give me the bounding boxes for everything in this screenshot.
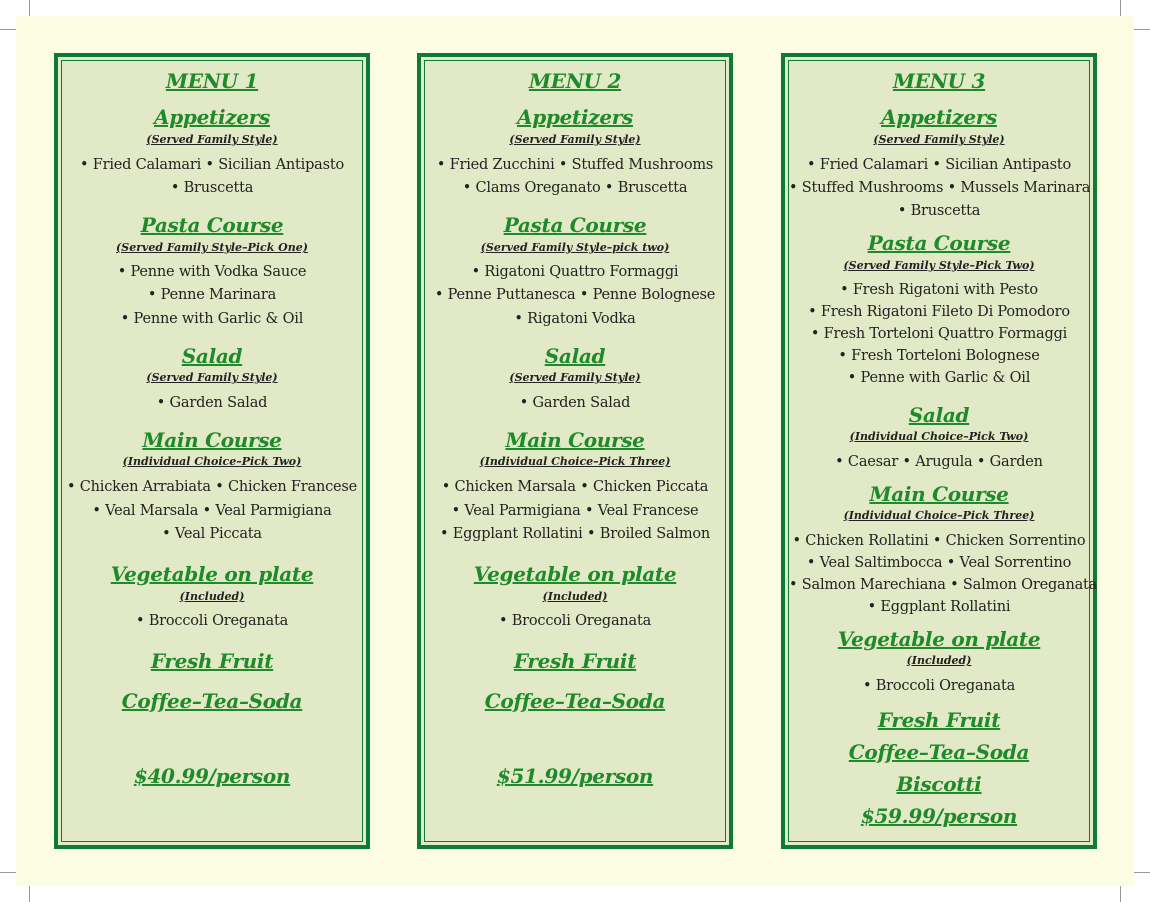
appetizers-note: (Served Family Style) [146, 133, 278, 146]
menu-item: • Broccoli Oreganata [135, 613, 289, 629]
menu-item: • Chicken Rollatini • Chicken Sorrentino [792, 533, 1086, 549]
price: $40.99/person [133, 764, 291, 788]
menu-item: • Veal Saltimbocca • Veal Sorrentino [806, 555, 1072, 571]
menu-panel-3 [781, 53, 1097, 849]
panel-inner-border [61, 60, 363, 842]
drinks-heading: Coffee–Tea–Soda [484, 689, 666, 713]
menu-item: • Fried Calamari • Sicilian Antipasto [79, 157, 344, 173]
main-heading: Main Course [142, 428, 282, 452]
main-heading: Main Course [505, 428, 645, 452]
menu-item: • Chicken Arrabiata • Chicken Francese [66, 479, 358, 495]
salad-note: (Served Family Style) [509, 371, 641, 384]
menu-item: • Fried Zucchini • Stuffed Mushrooms [436, 157, 714, 173]
menu-item: • Stuffed Mushrooms • Mussels Marinara [789, 180, 1091, 196]
menu-item: • Eggplant Rollatini [867, 599, 1011, 615]
pasta-note: (Served Family Style–Pick Two) [843, 259, 1035, 272]
menu-item: • Veal Piccata [162, 526, 262, 542]
menu-item: • Broccoli Oreganata [498, 613, 652, 629]
pasta-heading: Pasta Course [503, 213, 647, 237]
vegetable-heading: Vegetable on plate [837, 627, 1041, 651]
main-note: (Individual Choice–Pick Three) [479, 455, 671, 468]
menu-item: • Fresh Rigatoni Fileto Di Pomodoro [808, 304, 1070, 320]
biscotti-heading: Biscotti [896, 772, 982, 796]
menu-item: • Garden Salad [156, 395, 268, 411]
salad-note: (Served Family Style) [146, 371, 278, 384]
vegetable-note: (Included) [179, 590, 245, 603]
menu-item: • Chicken Marsala • Chicken Piccata [441, 479, 709, 495]
menu-item: • Fried Calamari • Sicilian Antipasto [806, 157, 1071, 173]
menu-item: • Fresh Rigatoni with Pesto [840, 282, 1038, 298]
pasta-heading: Pasta Course [140, 213, 284, 237]
pasta-note: (Served Family Style–pick two) [480, 241, 670, 254]
salad-note: (Individual Choice–Pick Two) [849, 430, 1029, 443]
menu-item: • Penne Puttanesca • Penne Bolognese [434, 287, 716, 303]
pasta-note: (Served Family Style–Pick One) [116, 241, 308, 254]
pasta-heading: Pasta Course [867, 231, 1011, 255]
panel-inner-border [424, 60, 726, 842]
vegetable-heading: Vegetable on plate [473, 562, 677, 586]
salad-heading: Salad [544, 344, 606, 368]
appetizers-heading: Appetizers [517, 105, 633, 129]
main-note: (Individual Choice–Pick Two) [122, 455, 302, 468]
menu-item: • Fresh Torteloni Quattro Formaggi [810, 326, 1068, 342]
menu-item: • Rigatoni Quattro Formaggi [471, 264, 679, 280]
appetizers-heading: Appetizers [881, 105, 997, 129]
fruit-heading: Fresh Fruit [150, 649, 274, 673]
panel-inner-border [788, 60, 1098, 842]
menu-panel-2 [417, 53, 733, 849]
vegetable-heading: Vegetable on plate [110, 562, 314, 586]
appetizers-heading: Appetizers [154, 105, 270, 129]
main-heading: Main Course [869, 482, 1009, 506]
price: $51.99/person [496, 764, 654, 788]
appetizers-note: (Served Family Style) [873, 133, 1005, 146]
menu-item: • Fresh Torteloni Bolognese [838, 348, 1040, 364]
menu-title: MENU 2 [528, 69, 622, 93]
main-note: (Individual Choice–Pick Three) [843, 509, 1035, 522]
price: $59.99/person [860, 804, 1018, 828]
menu-item: • Salmon Marechiana • Salmon Oreganata [789, 577, 1098, 593]
menu-item: • Broccoli Oreganata [862, 678, 1016, 694]
vegetable-note: (Included) [542, 590, 608, 603]
menu-item: • Penne with Vodka Sauce [117, 264, 307, 280]
menu-item: • Garden Salad [519, 395, 631, 411]
menu-sheet [16, 16, 1134, 886]
menu-item: • Penne with Garlic & Oil [847, 370, 1031, 386]
menu-panel-1 [54, 53, 370, 849]
menu-title: MENU 1 [165, 69, 259, 93]
menu-item: • Penne with Garlic & Oil [120, 311, 304, 327]
menu-item: • Caesar • Arugula • Garden [835, 454, 1043, 470]
salad-heading: Salad [908, 403, 970, 427]
menu-title: MENU 3 [892, 69, 986, 93]
menu-item: • Eggplant Rollatini • Broiled Salmon [439, 526, 711, 542]
menu-item: • Penne Marinara [147, 287, 277, 303]
fruit-heading: Fresh Fruit [513, 649, 637, 673]
menu-item: • Veal Parmigiana • Veal Francese [451, 503, 699, 519]
drinks-heading: Coffee–Tea–Soda [848, 740, 1030, 764]
menu-item: • Bruscetta [170, 180, 254, 196]
menu-item: • Rigatoni Vodka [514, 311, 636, 327]
menu-item: • Veal Marsala • Veal Parmigiana [92, 503, 332, 519]
appetizers-note: (Served Family Style) [509, 133, 641, 146]
menu-item: • Bruscetta [897, 203, 981, 219]
vegetable-note: (Included) [906, 654, 972, 667]
salad-heading: Salad [181, 344, 243, 368]
drinks-heading: Coffee–Tea–Soda [121, 689, 303, 713]
fruit-heading: Fresh Fruit [877, 708, 1001, 732]
menu-item: • Clams Oreganato • Bruscetta [462, 180, 688, 196]
